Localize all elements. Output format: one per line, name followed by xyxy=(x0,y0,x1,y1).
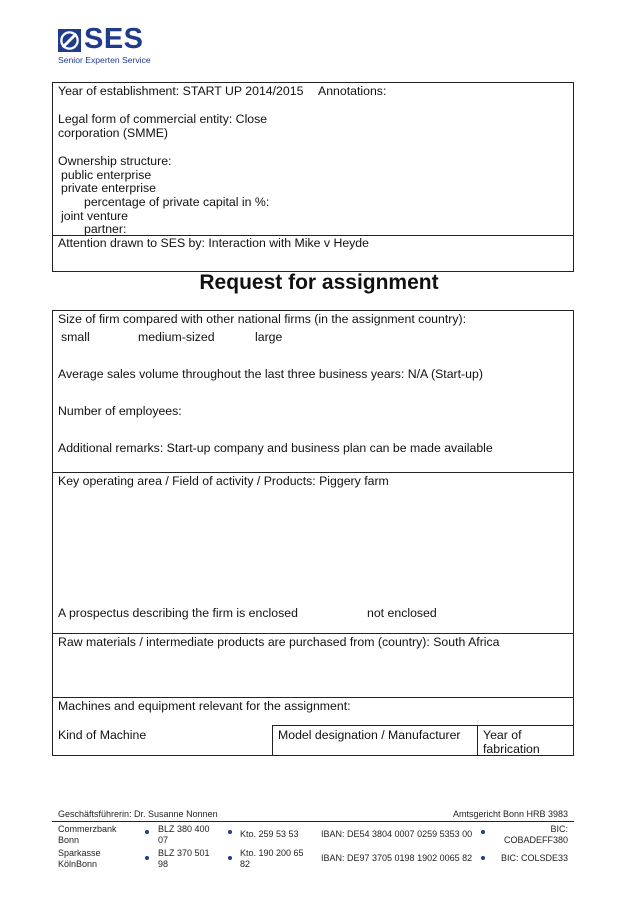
footer-iban-2: IBAN: DE97 3705 0198 1902 0065 82 xyxy=(321,853,473,863)
firm-size-label: Size of firm compared with other national firms (in the assignment country): xyxy=(58,312,467,326)
key-area-field: Key operating area / Field of activity / Products: Piggery farm xyxy=(58,474,389,488)
ownership-joint-venture: joint venture xyxy=(61,209,128,223)
ses-logo xyxy=(58,23,158,66)
footer-bic-1: BIC: xyxy=(550,824,568,834)
footer-blz-1: BLZ 380 400 xyxy=(158,824,210,834)
bullet-icon xyxy=(145,856,149,860)
size-option-medium: medium-sized xyxy=(138,330,215,344)
column-year-of-fabrication: Year of xyxy=(483,728,522,742)
footer-bic-1-cont: COBADEFF380 xyxy=(503,835,568,845)
machines-table-divider xyxy=(477,725,478,756)
divider xyxy=(52,633,574,634)
legal-form-field-cont: corporation (SMME) xyxy=(58,126,169,140)
column-model-manufacturer: Model designation / Manufacturer xyxy=(278,728,461,742)
footer-bic-2: BIC: COLSDE33 xyxy=(500,853,568,863)
size-option-large: large xyxy=(255,330,283,344)
footer-kto-1: Kto. 259 53 53 xyxy=(240,829,299,839)
sales-volume-field: Average sales volume throughout the last three business years: N/A (Start-up) xyxy=(58,367,483,381)
employees-field: Number of employees: xyxy=(58,404,182,418)
raw-materials-field: Raw materials / intermediate products are purchased from (country): South Africa xyxy=(58,635,500,649)
bullet-icon xyxy=(228,830,232,834)
ownership-label: Ownership structure: xyxy=(58,154,172,168)
logo-subtitle: Senior Experten Service xyxy=(58,55,151,65)
column-year-of-fabrication-cont: fabrication xyxy=(483,742,540,756)
footer-bank-2: Sparkasse xyxy=(58,848,101,858)
prospectus-enclosed-option: A prospectus describing the firm is enclosed xyxy=(58,606,298,620)
machines-table-divider xyxy=(272,725,273,756)
footer-iban-1: IBAN: DE54 3804 0007 0259 5353 00 xyxy=(321,829,473,839)
footer-kto-2-cont: 82 xyxy=(240,859,251,869)
partner-field: partner: xyxy=(84,222,127,236)
prospectus-not-enclosed-option: not enclosed xyxy=(367,606,437,620)
remarks-field: Additional remarks: Start-up company and business plan can be made available xyxy=(58,441,493,455)
bullet-icon xyxy=(481,856,485,860)
legal-form-field: Legal form of commercial entity: Close xyxy=(58,112,268,126)
ownership-private: private enterprise xyxy=(61,181,157,195)
footer-court: Amtsgericht Bonn HRB 3983 xyxy=(452,809,568,819)
footer-kto-2: Kto. 190 200 65 xyxy=(240,848,304,858)
private-capital-field: percentage of private capital in %: xyxy=(84,195,270,209)
bullet-icon xyxy=(481,830,485,834)
size-option-small: small xyxy=(61,330,90,344)
ownership-public: public enterprise xyxy=(61,168,152,182)
bullet-icon xyxy=(145,830,149,834)
divider xyxy=(52,697,574,698)
machines-table-top xyxy=(272,725,574,726)
establishment-field: Year of establishment: START UP 2014/2015 xyxy=(58,84,304,98)
annotations-label: Annotations: xyxy=(318,84,387,98)
footer-blz-2: BLZ 370 501 xyxy=(158,848,210,858)
bullet-icon xyxy=(228,856,232,860)
footer-bank-2-city: KölnBonn xyxy=(58,859,98,869)
machines-label: Machines and equipment relevant for the assignment: xyxy=(58,699,351,713)
attention-field: Attention drawn to SES by: Interaction with Mike v Heyde xyxy=(58,236,369,250)
divider xyxy=(52,472,574,473)
ses-logo-icon xyxy=(58,29,81,52)
footer-blz-1-cont: 07 xyxy=(158,835,169,845)
footer-bank-1-city: Bonn xyxy=(58,835,80,845)
page-title: Request for assignment xyxy=(199,271,439,294)
footer-divider xyxy=(52,821,574,822)
column-kind-of-machine: Kind of Machine xyxy=(58,728,147,742)
footer-blz-2-cont: 98 xyxy=(158,859,169,869)
logo-brand: SES xyxy=(84,23,144,55)
footer-manager: Geschäftsführerin: Dr. Susanne Nonnen xyxy=(58,809,218,819)
footer-bank-1: Commerzbank xyxy=(58,824,117,834)
